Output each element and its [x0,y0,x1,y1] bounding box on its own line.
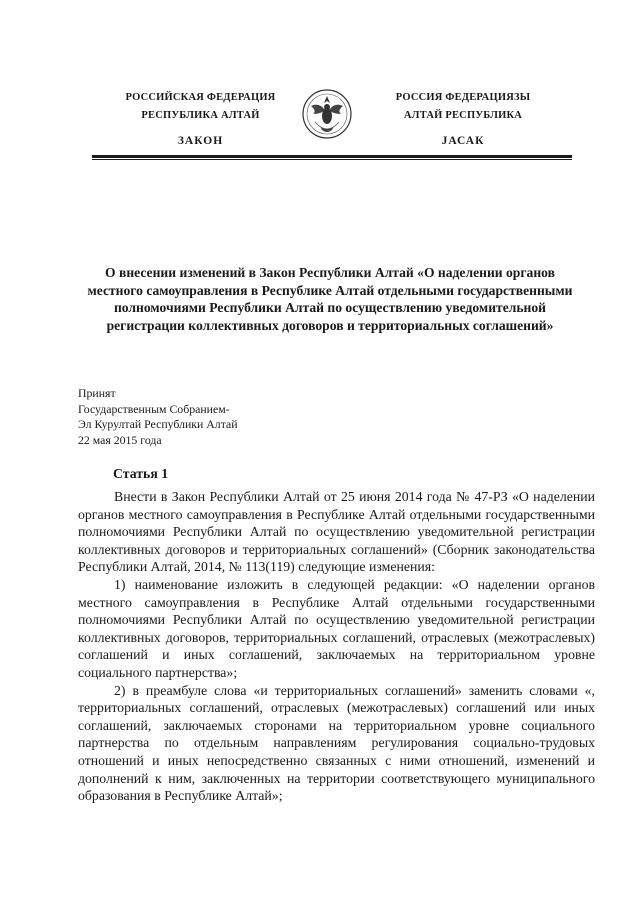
adoption-line: Государственным Собранием- [78,401,230,416]
article-heading: Статья 1 [113,466,169,481]
header-country-alt: РОССИЯ ФЕДЕРАЦИЯЗЫ [395,92,531,103]
header-law-ru: ЗАКОН [177,135,224,147]
adoption-line: Эл Курултай Республики Алтай [78,417,238,431]
coat-of-arms-emblem [301,84,353,142]
header-republic-ru: РЕСПУБЛИКА АЛТАЙ [141,110,260,121]
adoption-date: 22 мая 2015 года [78,432,162,447]
article-body [78,488,595,805]
article-paragraph: 1) наименование изложить в следующей редакции: «О наделении органов местного самоуправления в Республике Алтай отдельными государственными полномочиями Республики Алтай по осуществлению уведомительной регистрации коллективных договоров, территориальных соглашений, отраслевых (межотраслевых) соглашений и иных соглашений, заключаемых на территориальном уровне социального партнерства»; [78,576,595,680]
document-header [0,0,640,170]
header-republic-alt: АЛТАЙ РЕСПУБЛИКА [403,110,523,121]
law-title: О внесении изменений в Закон Республики Алтай «О наделении органов местного самоуправления в Республике Алтай отдельными государственными полномочиями Республики Алтай по осуществлению уведомительной регистрации коллективных договоров и территориальных соглашений» [87,265,573,333]
header-country-ru: РОССИЙСКАЯ ФЕДЕРАЦИЯ [125,92,276,103]
header-divider-thin [92,159,572,160]
header-law-alt: JАСАК [441,135,485,147]
adoption-line: Принят [78,386,116,400]
article-paragraph: Внести в Закон Республики Алтай от 25 июня 2014 года № 47-РЗ «О наделении органов местного самоуправления в Республике Алтай отдельными государственными полномочиями Республики Алтай по осуществлению уведомительной регистрации коллективных договоров и территориальных соглашений» (Сборник законодательства Республики Алтай, 2014, № 113(119) следующие изменения: [78,489,595,575]
header-divider-thick [92,155,572,158]
article-paragraph: 2) в преамбуле слова «и территориальных соглашений» заменить словами «, территориальных соглашений, отраслевых (межотраслевых) соглашений или иных соглашений, заключаемых сторонами на территориальном уровне социального партнерства по отдельным направлениям регулирования социально-трудовых отношений и иных непосредственно связанных с ними отношений, изменений и дополнений к ним, заключенных на территории соответствующего муниципального образования в Республике Алтай»; [78,682,595,804]
adoption-block [78,386,338,448]
